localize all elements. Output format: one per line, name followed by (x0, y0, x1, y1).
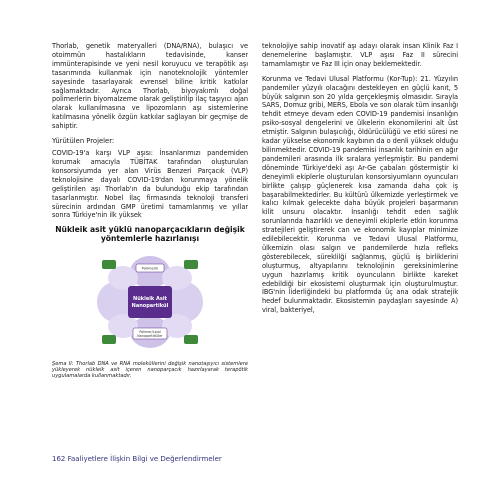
center-label-line2: Nanopartikül (131, 302, 169, 309)
corner-box-bottom-left (102, 335, 116, 344)
center-label-line1: Nükleik Asit (133, 295, 167, 302)
corner-box-bottom-right (184, 335, 198, 344)
nanoparticle-diagram (75, 246, 225, 358)
right-column (262, 42, 458, 321)
bottom-label-line1: Polimer/Lipid (139, 329, 161, 334)
top-label: Polimerik (141, 266, 159, 271)
left-column (52, 42, 248, 379)
corner-box-top-right (184, 260, 198, 269)
page-footer: 162 Faaliyetlere İlişkin Bilgi ve Değerlendirmeler (52, 455, 222, 463)
bottom-label-line2: Nanopartiküller (137, 333, 163, 338)
left-paragraph-2: COVID-19'a karşı VLP aşısı: İnsanlarımızı pandemiden korumak amacıyla TÜBİTAK tarafından oluşturulan konsorsiyumda yer alan Virüs Benzeri Parçacık (VLP) teknolojisine dayalı COVID-19'dan korunmaya yönelik geliştirilen aşı Thorlab'ın da bulunduğu ekip tarafından tasarlanmıştır. Nobel İlaç firmasında teknoloji transferi sürecinin ardından GMP üretimi tamamlanmış ve yıllar sonra Türkiye'nin ilk yüksek (52, 149, 248, 220)
center-box (128, 286, 172, 318)
corner-box-top-left (102, 260, 116, 269)
figure-title: Nükleik asit yüklü nanoparçacıkların değişik yöntemlerle hazırlanışı (55, 225, 245, 243)
right-paragraph-1: teknolojiye sahip inovatif aşı adayı olarak insan Klinik Faz I denemelerine başlamıştır. VLP aşısı Faz II sürecini tamamlamıştır ve Faz III için onay beklemektedir. (262, 42, 458, 68)
section-subheading: Yürütülen Projeler: (52, 137, 115, 146)
figure-caption: Şema II: Thorlab DNA ve RNA moleküllerini değişik nanotaşıyıcı sistemlere yükleyerek nükleik asit içeren nanoparçacık hazırlayarak terapötik uygulamalarda kullanmaktadır. (52, 360, 248, 380)
right-paragraph-2: Korunma ve Tedavi Ulusal Platformu (Kor-Tup): 21. Yüzyılın pandemiler yüzyılı olacağını destekleyen en güçlü kanıt, 5 büyük salgının son 20 yılda gerçekleşmiş olmasıdır. Sırayla SARS, Domuz gribi, MERS, Ebola ve son olarak tüm insanlığı tehdit etmeye devam eden COVID-19 pandemisi insanlığın psiko-sosyal dengelerini ve ülkelerin ekonomilerini alt üst etmiştir. Salgının bulaşıcılığı, öldürücülüğü ve etki süresi ne kadar yükselse ekonomik kaybının da o denli yüksek olduğu bilinmektedir. COVID-19 pandemisi insanlık tarihinin en ağır pandemileri arasında ilk sıralara yerleşmiştir. Bu pandemi döneminde Türkiye'deki aşı Ar-Ge çabaları göstermiştir ki deneyimli ekiplerle oluşturulan konsorsiyumların oyuncuları birlikte çalışıp güçlenerek kısa zamanda daha çok iş başarabilmektedirler. Bu kültürü ülkemizde yerleştirmek ve kalıcı kılmak gelecekte daha büyük projeleri başarmanın kilit unsuru olacaktır. İnsanlığı tehdit eden sağlık sorunlarında hazırlıklı ve deneyimli ekiplerle etkin korunma stratejileri geliştirerek can ve ekonomik kayıplar minimize edilebilecektir. Korunma ve Tedavi Ulusal Platformu, ülkemizin olası salgın ve pandemilerde hızla refleks gösterebilecek, süreklilği sağlanmış, güçlü iş birliklerini oluşturmuş, altyapılarını teknolojinin gereksinimlerine uygun hazırlamış kritik oyuncuların birlikte kareket edebildiği bir ekosistemi oluşturmak için oluşturulmuştur. İBG'nin liderliğindeki bu platformda üç ana odak stratejik hedef bulunmaktadır. Ekosistemin paydaşları sayesinde A) viral, bakteriyel, (262, 74, 458, 315)
left-paragraph-1: Thorlab, genetik materyalleri (DNA/RNA), bulaşıcı ve otoimmün hastalıkların tedavisinde, kanser immünterapisinde ve yeni nesil koruyucu ve terapötik aşı tasarımında kullanmak için nanoteknolojik yöntemler sayesinde tasarlayarak evrensel biline kritik katkılar sağlamaktadır. Ayrıca Thorlab, biyoyakımlı doğal polimerlerin biyomalzeme olarak geliştirilip ilaç taşıyıcı ajan olarak kullanılmasına ve lipozomların aşı sistemlerine katılmasına yönelik özgün katkılar sağlayan bir geçmişe de sahiptir. (52, 42, 248, 131)
